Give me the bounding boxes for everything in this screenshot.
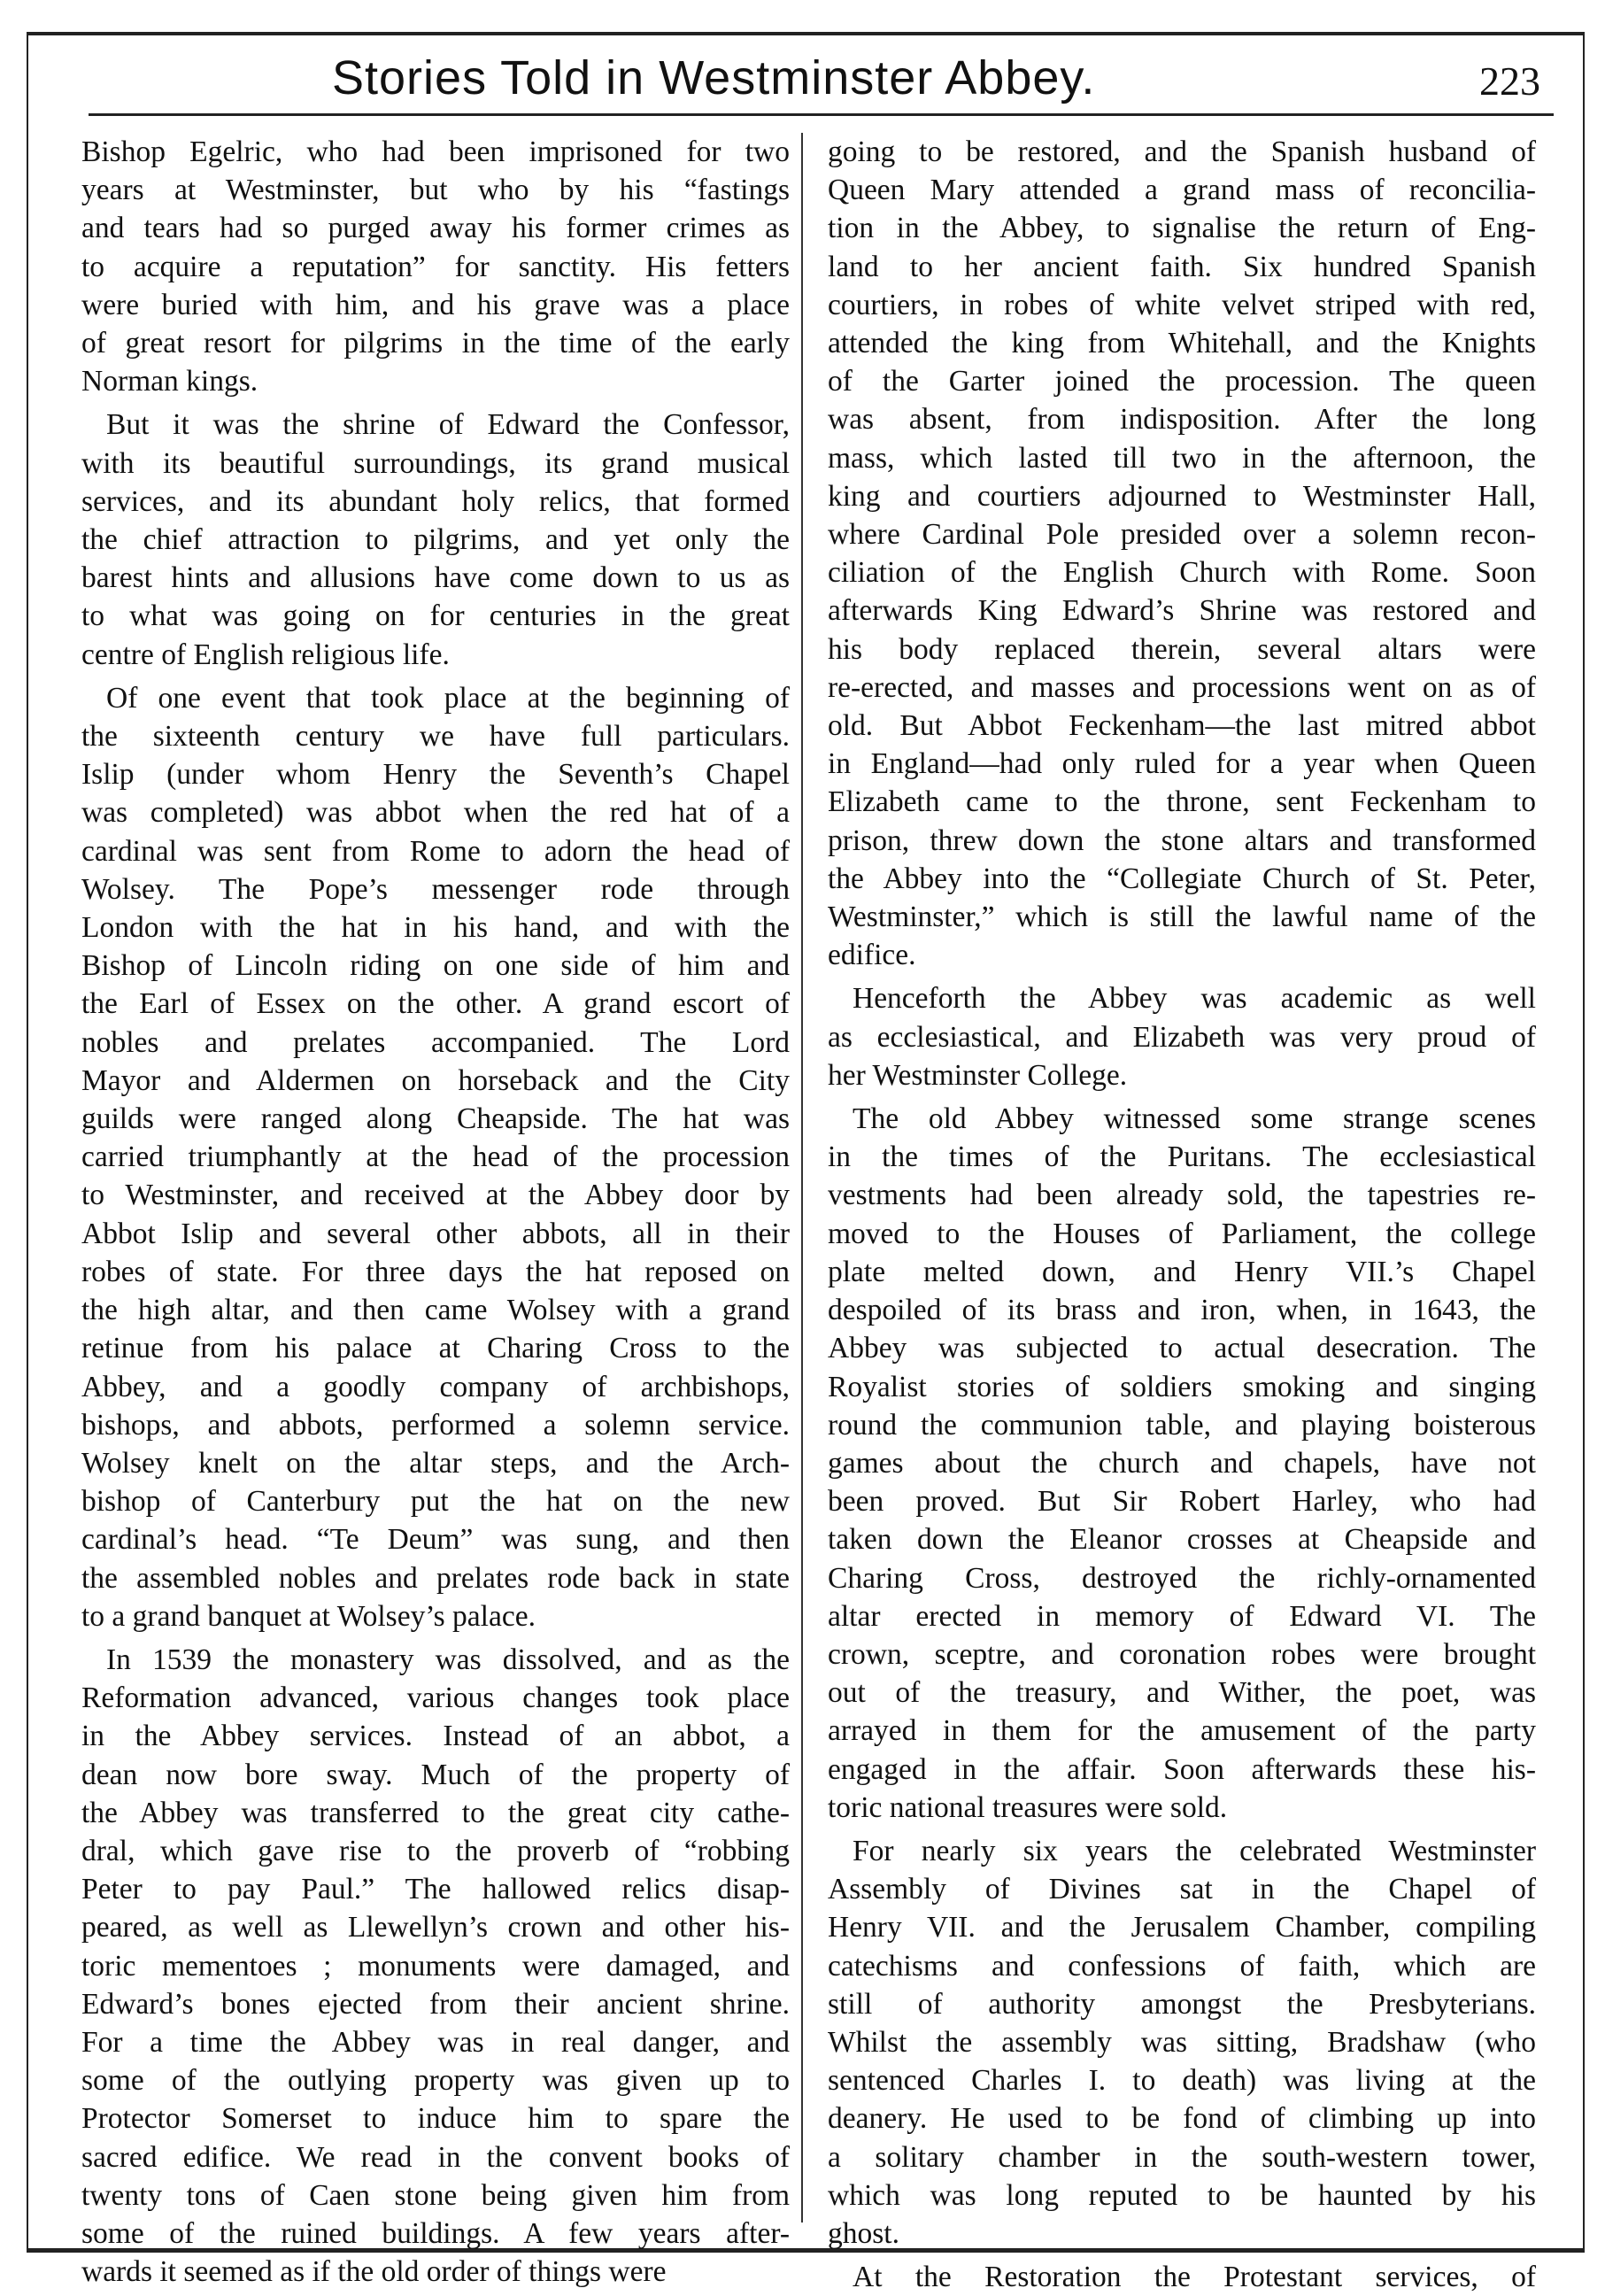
text-line: Mayor and Aldermen on horseback and the City — [81, 1063, 790, 1097]
text-line: Wolsey. The Pope’s messenger rode through — [81, 872, 790, 906]
text-line: the Abbey into the “Collegiate Church of St. Peter, — [828, 862, 1536, 895]
text-line: barest hints and allusions have come down to us as — [81, 561, 790, 595]
text-line: Bishop Egelric, who had been imprisoned for two — [81, 135, 790, 168]
text-line: toric national treasures were sold. — [828, 1790, 1228, 1824]
text-line: Protector Somerset to induce him to spare the — [81, 2102, 790, 2136]
text-line: was completed) was abbot when the red hat of a — [81, 796, 790, 830]
text-line: to what was going on for centuries in the great — [81, 599, 790, 633]
text-line: At the Restoration the Protestant services, of — [853, 2261, 1536, 2294]
text-line: sacred edifice. We read in the convent books of — [81, 2140, 790, 2174]
text-line: retinue from his palace at Charing Cross to the — [81, 1332, 790, 1365]
text-line: which was long reputed to be haunted by his — [828, 2178, 1536, 2212]
text-line: moved to the Houses of Parliament, the college — [828, 1217, 1536, 1250]
text-line: twenty tons of Caen stone being given him from — [81, 2178, 790, 2212]
text-line: in the times of the Puritans. The ecclesiastical — [828, 1140, 1536, 1174]
text-line: king and courtiers adjourned to Westminster Hall, — [828, 479, 1536, 513]
text-line: For nearly six years the celebrated Westminster — [853, 1834, 1536, 1867]
paragraph — [828, 979, 1536, 1094]
text-line: London with the hat in his hand, and with the — [81, 911, 790, 945]
text-line: deanery. He used to be fond of climbing up into — [828, 2102, 1536, 2136]
text-line: Westminster,” which is still the lawful name of the — [828, 901, 1536, 934]
text-line: were buried with him, and his grave was a place — [81, 288, 790, 321]
text-line: Of one event that took place at the beginning of — [106, 681, 790, 715]
text-line: attended the king from Whitehall, and the Knights — [828, 327, 1536, 360]
text-line: to acquire a reputation” for sanctity. His fetters — [81, 250, 790, 283]
text-line: Whilst the assembly was sitting, Bradshaw (who — [828, 2025, 1536, 2059]
text-line: Henceforth the Abbey was academic as well — [853, 982, 1536, 1016]
text-line: to a grand banquet at Wolsey’s palace. — [81, 1599, 536, 1633]
text-line: despoiled of its brass and iron, when, in 1643, the — [828, 1294, 1536, 1327]
text-line: bishops, and abbots, performed a solemn service. — [81, 1408, 790, 1442]
text-line: years at Westminster, but who by his “fastings — [81, 174, 790, 207]
header-rule — [89, 113, 1554, 116]
text-line: of the Garter joined the procession. The queen — [828, 365, 1536, 398]
text-line: Henry VII. and the Jerusalem Chamber, compiling — [828, 1911, 1536, 1944]
text-line: For a time the Abbey was in real danger, and — [81, 2025, 790, 2059]
text-line: carried triumphantly at the head of the procession — [81, 1140, 790, 1174]
text-line: cardinal was sent from Rome to adorn the head of — [81, 834, 790, 868]
text-line: sentenced Charles I. to death) was living at the — [828, 2064, 1536, 2098]
text-line: in the Abbey services. Instead of an abbot, a — [81, 1720, 790, 1753]
text-line: old. But Abbot Feckenham—the last mitred abbot — [828, 709, 1536, 743]
paragraph — [81, 406, 790, 673]
text-line: Edward’s bones ejected from their ancient shrine. — [81, 1987, 790, 2021]
text-line: vestments had been already sold, the tapestries re- — [828, 1179, 1536, 1212]
text-line: afterwards King Edward’s Shrine was restored and — [828, 594, 1536, 628]
text-line: arrayed in them for the amusement of the party — [828, 1714, 1536, 1748]
text-line: robes of state. For three days the hat reposed on — [81, 1255, 790, 1288]
text-line: some of the ruined buildings. A few years after- — [81, 2216, 790, 2250]
paragraph — [828, 1832, 1536, 2253]
text-line: prison, threw down the stone altars and transformed — [828, 823, 1536, 857]
text-line: edifice. — [828, 939, 916, 972]
text-line: the assembled nobles and prelates rode back in state — [81, 1561, 790, 1595]
text-line: ciliation of the English Church with Rome. Soon — [828, 556, 1536, 590]
text-line: dral, which gave rise to the proverb of “robbing — [81, 1834, 790, 1867]
left-column — [81, 133, 790, 2291]
text-line: services, and its abundant holy relics, that formed — [81, 484, 790, 518]
text-line: where Cardinal Pole presided over a solemn recon- — [828, 518, 1536, 552]
text-line: his body replaced therein, several altars were — [828, 632, 1536, 666]
text-line: guilds were ranged along Cheapside. The hat was — [81, 1102, 790, 1136]
paragraph — [828, 1100, 1536, 1827]
text-line: Norman kings. — [81, 365, 258, 398]
text-line: Peter to pay Paul.” The hallowed relics disap- — [81, 1873, 790, 1906]
running-title: Stories Told in Westminster Abbey. — [332, 51, 1096, 104]
text-line: Assembly of Divines sat in the Chapel of — [828, 1873, 1536, 1906]
text-line: peared, as well as Llewellyn’s crown and other his- — [81, 1911, 790, 1944]
text-line: Bishop of Lincoln riding on one side of him and — [81, 949, 790, 983]
text-line: courtiers, in robes of white velvet striped with red, — [828, 288, 1536, 321]
right-column — [828, 133, 1536, 2296]
text-line: plate melted down, and Henry VII.’s Chapel — [828, 1255, 1536, 1288]
text-line: Elizabeth came to the throne, sent Feckenham to — [828, 785, 1536, 819]
text-line: been proved. But Sir Robert Harley, who had — [828, 1485, 1536, 1519]
text-line: taken down the Eleanor crosses at Cheapside and — [828, 1523, 1536, 1557]
text-line: nobles and prelates accompanied. The Lord — [81, 1025, 790, 1059]
column-divider — [801, 133, 803, 2223]
text-line: the sixteenth century we have full particulars. — [81, 720, 790, 754]
text-line: But it was the shrine of Edward the Confessor, — [106, 408, 790, 442]
text-line: bishop of Canterbury put the hat on the new — [81, 1485, 790, 1519]
text-line: Wolsey knelt on the altar steps, and the Arch- — [81, 1446, 790, 1480]
text-line: with its beautiful surroundings, its grand musical — [81, 446, 790, 480]
running-header — [89, 43, 1558, 113]
text-line: some of the outlying property was given up to — [81, 2064, 790, 2098]
text-line: Abbey was subjected to actual desecration. The — [828, 1332, 1536, 1365]
text-line: toric mementoes ; monuments were damaged, and — [81, 1949, 790, 1983]
text-line: was absent, from indisposition. After the long — [828, 403, 1536, 437]
text-line: The old Abbey witnessed some strange scenes — [853, 1102, 1536, 1136]
text-line: in England—had only ruled for a year when Queen — [828, 747, 1536, 781]
text-line: Reformation advanced, various changes took place — [81, 1681, 790, 1715]
text-line: altar erected in memory of Edward VI. The — [828, 1599, 1536, 1633]
text-line: centre of English religious life. — [81, 638, 450, 671]
text-line: to Westminster, and received at the Abbey door by — [81, 1179, 790, 1212]
paragraph — [828, 133, 1536, 974]
text-line: tion in the Abbey, to signalise the return of Eng- — [828, 212, 1536, 245]
text-line: of great resort for pilgrims in the time of the early — [81, 327, 790, 360]
text-line: engaged in the affair. Soon afterwards these his- — [828, 1752, 1536, 1786]
text-line: wards it seemed as if the old order of things were — [81, 2255, 667, 2289]
text-line: Abbot Islip and several other abbots, all in their — [81, 1217, 790, 1250]
text-line: and tears had so purged away his former crimes as — [81, 212, 790, 245]
text-line: Royalist stories of soldiers smoking and singing — [828, 1370, 1536, 1403]
text-line: crown, sceptre, and coronation robes were brought — [828, 1637, 1536, 1671]
text-line: as ecclesiastical, and Elizabeth was very proud of — [828, 1020, 1536, 1054]
text-line: dean now bore sway. Much of the property of — [81, 1758, 790, 1791]
text-line: the high altar, and then came Wolsey with a grand — [81, 1294, 790, 1327]
text-line: out of the treasury, and Wither, the poet, was — [828, 1676, 1536, 1710]
text-line: the chief attraction to pilgrims, and yet only the — [81, 523, 790, 557]
text-line: her Westminster College. — [828, 1058, 1128, 1092]
text-line: In 1539 the monastery was dissolved, and as the — [106, 1643, 790, 1676]
text-line: ghost. — [828, 2216, 899, 2250]
text-line: the Abbey was transferred to the great city cathe- — [81, 1796, 790, 1829]
paragraph — [81, 1641, 790, 2291]
text-line: land to her ancient faith. Six hundred Spanish — [828, 250, 1536, 283]
text-line: Islip (under whom Henry the Seventh’s Chapel — [81, 758, 790, 792]
text-line: mass, which lasted till two in the afternoon, the — [828, 441, 1536, 475]
text-line: Charing Cross, destroyed the richly-ornamented — [828, 1561, 1536, 1595]
paragraph — [81, 679, 790, 1635]
text-line: the Earl of Essex on the other. A grand escort of — [81, 987, 790, 1021]
paragraph — [81, 133, 790, 400]
text-line: a solitary chamber in the south-western tower, — [828, 2140, 1536, 2174]
text-line: catechisms and confessions of faith, which are — [828, 1949, 1536, 1983]
text-line: games about the church and chapels, have not — [828, 1446, 1536, 1480]
text-line: re-erected, and masses and processions went on as of — [828, 670, 1536, 704]
text-line: cardinal’s head. “Te Deum” was sung, and then — [81, 1523, 790, 1557]
text-line: Queen Mary attended a grand mass of reconcilia- — [828, 174, 1536, 207]
text-line: still of authority amongst the Presbyterians. — [828, 1987, 1536, 2021]
text-line: round the communion table, and playing boisterous — [828, 1408, 1536, 1442]
text-line: Abbey, and a goodly company of archbishops, — [81, 1370, 790, 1403]
page-number: 223 — [1479, 58, 1540, 104]
text-line: going to be restored, and the Spanish husband of — [828, 135, 1536, 168]
